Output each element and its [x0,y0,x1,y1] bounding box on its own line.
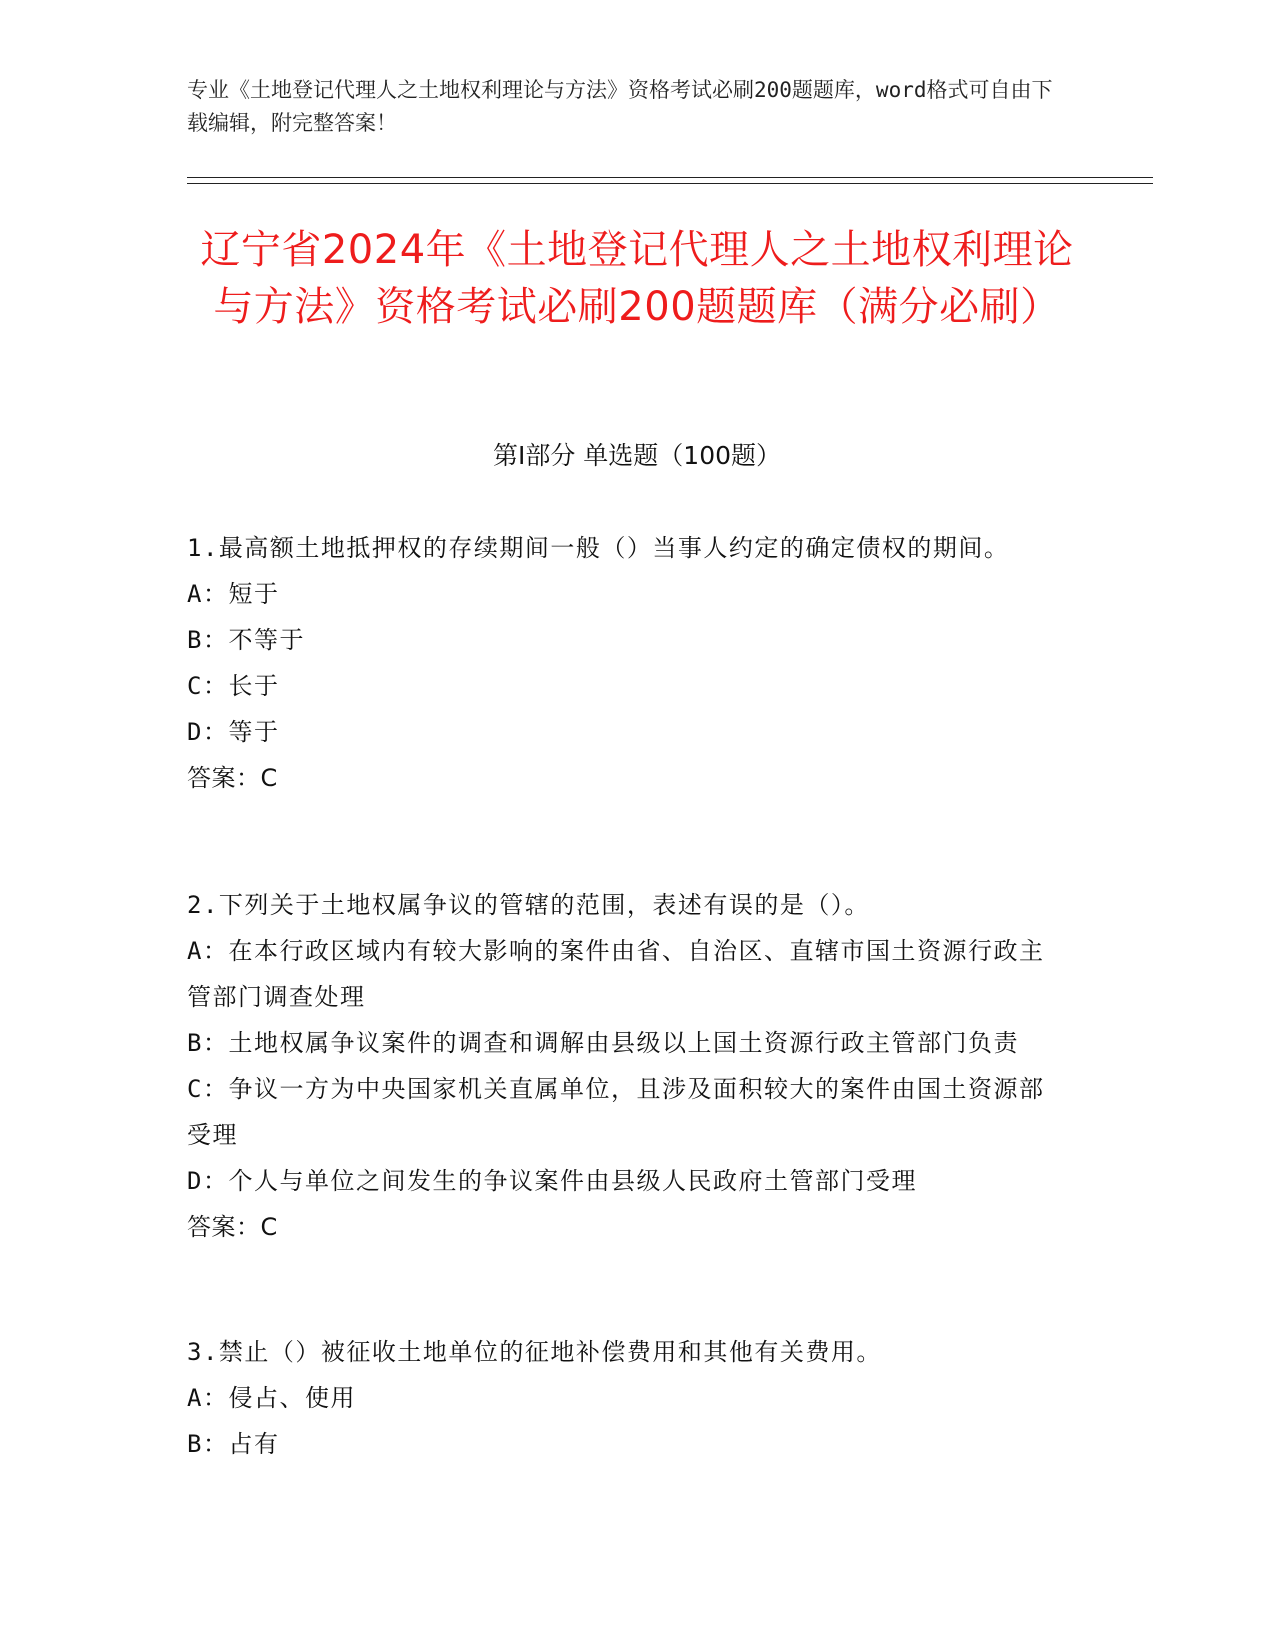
option-a: A：短于 [187,580,280,608]
answer-line: 答案：C [187,1213,278,1241]
option-b: B：土地权属争议案件的调查和调解由县级以上国土资源行政主管部门负责 [187,1029,1019,1057]
answer-line: 答案：C [187,764,278,792]
option-c: C：长于 [187,672,280,700]
question-stem: 1.最高额土地抵押权的存续期间一般（）当事人约定的确定债权的期间。 [187,534,1010,562]
header-note: 专业《土地登记代理人之土地权利理论与方法》资格考试必刷200题题库，word格式可自由下载编辑，附完整答案！ [187,78,1053,135]
header-divider-bottom [187,183,1153,184]
section-heading: 第Ⅰ部分 单选题（100题） [492,441,782,470]
question-1 [187,525,1067,801]
option-c: C：争议一方为中央国家机关直属单位，且涉及面积较大的案件由国土资源部受理 [187,1075,1045,1149]
option-d: D：等于 [187,718,280,746]
question-stem: 2.下列关于土地权属争议的管辖的范围，表述有误的是（）。 [187,891,870,919]
option-b: B：不等于 [187,626,305,654]
header-divider-top [187,177,1153,178]
option-b: B：占有 [187,1430,280,1458]
document-title: 辽宁省2024年《土地登记代理人之土地权利理论与方法》资格考试必刷200题题库（满分必刷） [200,227,1074,330]
question-2 [187,882,1067,1250]
question-stem: 3.禁止（）被征收土地单位的征地补偿费用和其他有关费用。 [187,1338,882,1366]
question-3 [187,1329,1067,1467]
option-a: A：侵占、使用 [187,1384,356,1412]
option-a: A：在本行政区域内有较大影响的案件由省、自治区、直辖市国土资源行政主管部门调查处理 [187,937,1045,1011]
option-d: D：个人与单位之间发生的争议案件由县级人民政府土管部门受理 [187,1167,917,1195]
